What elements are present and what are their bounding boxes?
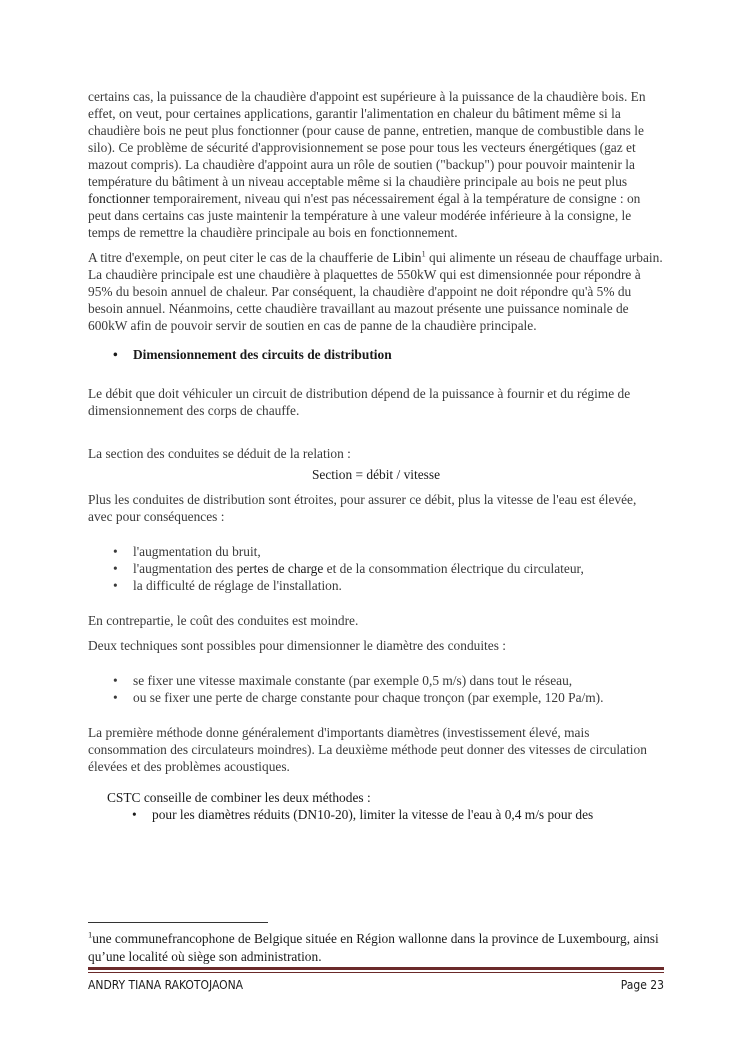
bullet-icon: • [113,673,118,688]
footer-rule-thin [88,972,664,973]
list-item: • l'augmentation des pertes de charge et de la consommation électrique du circulateur, [113,561,584,576]
consequences-list [88,543,664,594]
formula: Section = débit / vitesse [311,467,441,482]
list-item: • se fixer une vitesse maximale constante (par exemple 0,5 m/s) dans tout le réseau, [113,673,573,688]
paragraph-backup-boiler: certains cas, la puissance de la chaudière d'appoint est supérieure à la puissance de la chaudière bois. En effet, on veut, pour certaines applications, garantir l'alimentation en chaleur du bâtiment même si la chaudière bois ne peut plus fonctionner (pour cause de panne, entretien, manque de combustible dans le silo). Ce problème de sécurité d'approvisionnement se pose pour tous les vecteurs énergétiques (gaz et mazout compris). La chaudière d'appoint aura un rôle de soutien ("backup") pour pouvoir maintenir la température du bâtiment à un niveau acceptable même si la chaudière principale au bois ne peut plus fonctionner temporairement, niveau qui n'est pas nécessairement égal à la température de consigne : on peut dans certains cas juste maintenir la température à une valeur modérée inférieure à la consigne, le temps de remettre la chaudière principale au bois en fonctionnement. [88,89,646,240]
paragraph-two-techniques: Deux techniques sont possibles pour dimensionner le diamètre des conduites : [88,638,506,653]
paragraph-section-relation: La section des conduites se déduit de la relation : [88,446,351,461]
footnote-separator [88,922,268,923]
bullet-icon: • [113,347,118,362]
list-item: • pour les diamètres réduits (DN10-20), limiter la vitesse de l'eau à 0,4 m/s pour des [132,807,594,822]
page-number: Page 23 [620,978,664,992]
page-body [88,88,664,823]
paragraph-methods-comparison: La première méthode donne généralement d'importants diamètres (investissement élevé, mais consommation des circulateurs moindres). La deuxième méthode peut donner des vitesses de circulation élevées et des problèmes acoustiques. [88,725,647,774]
bullet-icon: • [113,544,118,559]
footnote-ref: 1 [421,248,426,259]
footnote-marker: 1 [88,929,93,940]
footer-rule-thick [88,967,664,970]
paragraph-narrow-pipes: Plus les conduites de distribution sont étroites, pour assurer ce débit, plus la vitesse de l'eau est élevée, avec pour conséquences : [88,492,637,524]
bullet-icon: • [113,561,118,576]
footer-author: ANDRY TIANA RAKOTOJAONA [88,978,244,992]
footnote: $^1$une communefrancophone de Belgique située en Région wallonne dans la province de Luxembourg, ainsi qu’une localité où siège son administration. [88,929,659,964]
list-item: • la difficulté de réglage de l'installation. [113,578,342,593]
page-footer [88,978,664,992]
bullet-icon: • [113,690,118,705]
paragraph-flow-rate: Le débit que doit véhiculer un circuit de distribution dépend de la puissance à fournir et du régime de dimensionnement des corps de chauffe. [88,386,631,418]
bullet-icon: • [113,578,118,593]
list-item: • ou se fixer une perte de charge constante pour chaque tronçon (par exemple, 120 Pa/m). [113,690,604,705]
section-heading: • Dimensionnement des circuits de distribution [113,347,392,362]
paragraph-libin-example: A titre d'exemple, on peut citer le cas de la chaufferie de Libin$^1$ qui alimente un réseau de chauffage urbain. La chaudière principale est une chaudière à plaquettes de 550kW qui est dimensionnée pour répondre à 95% du besoin annuel de chaleur. Par conséquent, la chaudière d'appoint ne doit répondre qu'à 5% du besoin annuel. Néanmoins, cette chaudière travaillant au mazout présente une puissance nominale de 600kW afin de pouvoir servir de soutien en cas de panne de la chaudière principale. [88,248,663,333]
term-pertes-de-charge: pertes de charge [236,561,324,576]
bullet-icon: • [132,807,137,822]
term-libin: Libin [392,250,422,265]
cstc-list [88,806,664,823]
list-item: • l'augmentation du bruit, [113,544,261,559]
techniques-list [88,672,664,706]
paragraph-cstc: CSTC conseille de combiner les deux méthodes : [107,790,371,805]
paragraph-cost: En contrepartie, le coût des conduites est moindre. [88,613,359,628]
term-fonctionner: fonctionner [88,191,150,206]
